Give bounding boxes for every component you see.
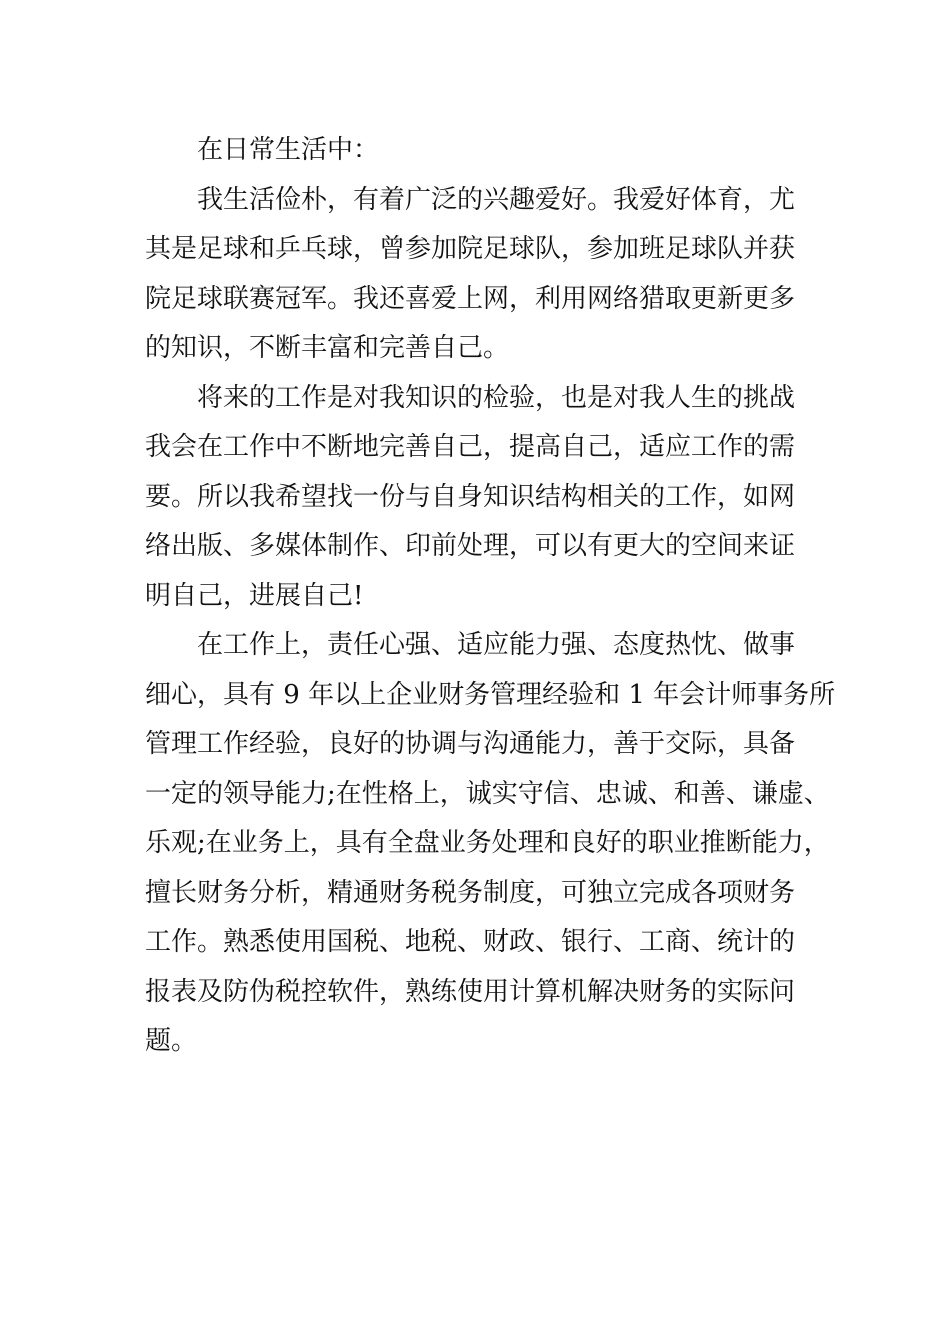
text-line: 我生活俭朴，有着广泛的兴趣爱好。我爱好体育，尤 (197, 184, 796, 215)
paragraph-work-experience (145, 621, 845, 1067)
text-line: 将来的工作是对我知识的检验，也是对我人生的挑战 (197, 382, 796, 413)
paragraph-daily-life-heading (145, 126, 845, 176)
text-line: 报表及防伪税控软件，熟练使用计算机解决财务的实际问 (145, 976, 796, 1007)
text-line: 要。所以我希望找一份与自身知识结构相关的工作，如网 (145, 481, 796, 512)
text-line: 题。 (145, 1026, 198, 1056)
text-line: 在日常生活中： (197, 135, 380, 165)
text-line: 工作。熟悉使用国税、地税、财政、银行、工商、统计的 (145, 927, 796, 957)
text-line: 管理工作经验，良好的协调与沟通能力，善于交际，具备 (145, 729, 796, 759)
text-line: 一定的领导能力;在性格上，诚实守信、忠诚、和善、谦虚、 (145, 778, 830, 809)
text-line: 的知识，不断丰富和完善自己。 (145, 333, 510, 363)
text-line: 络出版、多媒体制作、印前处理，可以有更大的空间来证 (145, 531, 796, 561)
text-line: 其是足球和乒乓球，曾参加院足球队，参加班足球队并获 (145, 234, 796, 264)
text-line: 擅长财务分析，精通财务税务制度，可独立完成各项财务 (145, 877, 796, 908)
paragraph-future-work (145, 374, 845, 622)
text-line: 院足球联赛冠军。我还喜爱上网，利用网络猎取更新更多 (145, 283, 796, 314)
text-line: 乐观;在业务上，具有全盘业务处理和良好的职业推断能力， (145, 828, 830, 858)
text-line: 在工作上，责任心强、适应能力强、态度热忱、做事 (197, 630, 796, 660)
text-line: 细心，具有 9 年以上企业财务管理经验和 1 年会计师事务所 (145, 679, 836, 710)
text-line: 明自己，进展自己! (145, 580, 364, 611)
paragraph-hobbies (145, 176, 845, 374)
document-body (145, 126, 845, 1067)
text-line: 我会在工作中不断地完善自己，提高自己，适应工作的需 (145, 432, 796, 462)
